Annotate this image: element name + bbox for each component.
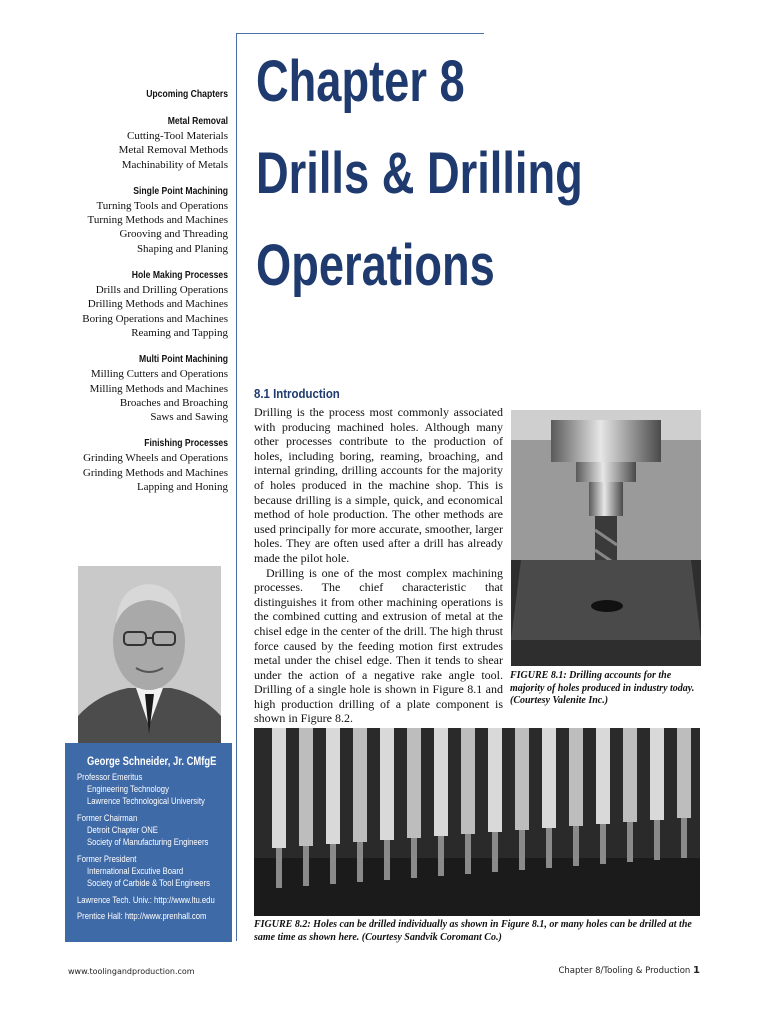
top-rule (236, 33, 484, 34)
author-photo (78, 566, 221, 743)
sidebar-group (60, 436, 228, 494)
upcoming-chapters-sidebar (60, 88, 228, 506)
figure-8-1-caption: FIGURE 8.1: Drilling accounts for the majority of holes produced in industry today. (Courtesy Valenite Inc.) (510, 670, 695, 706)
sidebar-group-item: Grooving and Threading (119, 228, 228, 241)
author-line: Society of Manufacturing Engineers (87, 836, 209, 847)
footer-website[interactable]: www.toolingandproduction.com (68, 967, 195, 976)
sidebar-group-item: Turning Methods and Machines (87, 214, 228, 227)
footer-chapter-label: Chapter 8/Tooling & Production (558, 966, 691, 976)
sidebar-group-item: Reaming and Tapping (131, 326, 228, 339)
author-link-ltu[interactable]: Lawrence Tech. Univ.: http://www.ltu.edu (77, 894, 215, 905)
sidebar-group (60, 114, 228, 172)
figure-8-2-image (254, 728, 700, 916)
sidebar-group-item: Cutting-Tool Materials (127, 130, 228, 142)
body-paragraph: Drilling is one of the most complex machining processes. The chief characteristic that distinguishes it from other machining operations is the combined cutting and extrusion of metal at the chisel edge in the center of the drill. The high thrust force caused by the feeding motion first extrudes metal under the chisel edge. Then it tends to shear under the action of a negative rake angle tool. Drilling of a single hole is shown in Figure 8.1 and high production drilling of a plate component is shown in Figure 8.2. (254, 565, 503, 726)
sidebar-group-item: Milling Methods and Machines (89, 382, 228, 395)
sidebar-group-title: Multi Point Machining (139, 353, 228, 366)
author-line: Society of Carbide & Tool Engineers (87, 877, 210, 888)
body-paragraph: Drilling is the process most commonly associated with producing machined holes. Although many other processes contribute to the production of holes, including boring, reaming, broaching, and internal grinding, drilling accounts for the majority of holes produced in the machine shop. This is because drilling is a simple, quick, and economical method of hole production. The other methods are used principally for more accurate, smoother, larger holes. They are often used after a drill has already made the pilot hole. (254, 405, 503, 565)
sidebar-group-item: Grinding Wheels and Operations (83, 452, 228, 465)
author-line: Detroit Chapter ONE (87, 824, 158, 835)
author-line: International Excutive Board (87, 865, 184, 876)
sidebar-group-title: Finishing Processes (144, 437, 228, 450)
chapter-headline (256, 36, 583, 312)
sidebar-group-item: Machinability of Metals (121, 158, 228, 171)
sidebar-group-item: Drills and Drilling Operations (95, 284, 228, 297)
sidebar-group-item: Drilling Methods and Machines (87, 298, 228, 311)
sidebar-group-title: Metal Removal (167, 115, 228, 127)
footer-chapter (558, 965, 700, 976)
chapter-number: Chapter 8 (256, 49, 465, 114)
sidebar-group (60, 352, 228, 424)
sidebar-group (60, 268, 228, 340)
body-text (254, 405, 503, 726)
sidebar-group-title: Single Point Machining (133, 184, 228, 197)
figure-8-1-image (511, 410, 701, 666)
sidebar-group (60, 184, 228, 256)
author-name: George Schneider, Jr. CMfgE (87, 756, 217, 768)
sidebar-group-item: Metal Removal Methods (118, 144, 228, 157)
author-line: Former Chairman (77, 812, 138, 823)
figure-8-2-caption: FIGURE 8.2: Holes can be drilled individually as shown in Figure 8.1, or many holes can be drilled at the same time as shown here. (Courtesy Sandvik Coromant Co.) (254, 919, 692, 943)
author-line: Lawrence Technological University (87, 795, 205, 806)
author-line: Engineering Technology (87, 783, 169, 794)
sidebar-group-item: Broaches and Broaching (119, 396, 228, 409)
sidebar-group-item: Saws and Sawing (150, 411, 228, 424)
sidebar-title: Upcoming Chapters (146, 88, 228, 100)
author-link-prenhall[interactable]: Prentice Hall: http://www.prenhall.com (77, 910, 207, 921)
sidebar-group-item: Boring Operations and Machines (82, 312, 228, 325)
author-line: Former President (77, 853, 137, 864)
author-line: Professor Emeritus (77, 771, 143, 782)
sidebar-group-item: Shaping and Planing (136, 242, 228, 255)
sidebar-groups (60, 114, 228, 494)
author-bio-box (65, 743, 232, 942)
page-number: 1 (693, 965, 700, 976)
chapter-title-line2: Operations (256, 233, 495, 298)
chapter-title-line1: Drills & Drilling (256, 141, 583, 206)
vertical-divider (236, 33, 237, 941)
section-heading: 8.1 Introduction (254, 386, 340, 401)
sidebar-group-item: Turning Tools and Operations (96, 199, 228, 212)
sidebar-group-item: Milling Cutters and Operations (90, 368, 228, 381)
sidebar-group-title: Hole Making Processes (131, 269, 228, 282)
sidebar-group-item: Lapping and Honing (136, 481, 228, 494)
sidebar-group-item: Grinding Methods and Machines (82, 466, 228, 479)
